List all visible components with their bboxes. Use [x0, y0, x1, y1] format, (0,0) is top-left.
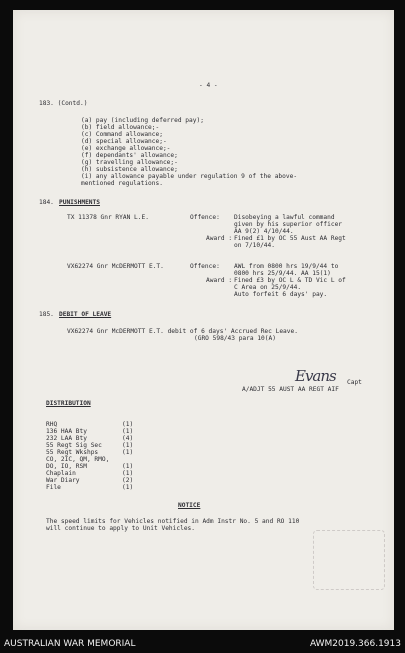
distribution-row: Chaplain — [46, 470, 76, 477]
notice-heading: NOTICE — [178, 502, 201, 509]
page-number: - 4 - — [199, 82, 218, 89]
signature-rank: Capt — [347, 379, 362, 386]
item-183-line: (g) travelling allowance;- — [81, 159, 178, 166]
award-text: Fined £1 by OC 55 Aust AA Regt — [234, 235, 346, 242]
punishment-soldier: TX 11378 Gnr RYAN L.E. — [67, 214, 149, 221]
distribution-row: 232 LAA Bty — [46, 435, 87, 442]
archive-footer — [0, 636, 405, 653]
item-185-heading: DEBIT OF LEAVE — [59, 311, 112, 318]
leave-debit-text: VX62274 Gnr McDERMOTT E.T. debit of 6 days' Accrued Rec Leave. — [67, 328, 298, 335]
distribution-row: 55 Regt Sig Sec — [46, 442, 102, 449]
footer-institution: AUSTRALIAN WAR MEMORIAL — [4, 639, 136, 649]
distribution-row: 136 HAA Bty — [46, 428, 87, 435]
item-183-line: (f) dependants' allowance; — [81, 152, 178, 159]
award-text: Auto forfeit 6 days' pay. — [234, 291, 328, 298]
item-183-line: mentioned regulations. — [81, 180, 163, 187]
document-page — [13, 10, 394, 630]
offence-text: 0800 hrs 25/9/44. AA 15(1) — [234, 270, 331, 277]
distribution-count: (4) — [122, 435, 134, 442]
signature-mark: Evans — [295, 367, 336, 385]
item-183-line: (e) exchange allowance;- — [81, 145, 171, 152]
item-183-line: (d) special allowance;- — [81, 138, 167, 145]
distribution-count: (1) — [122, 421, 134, 428]
distribution-row: File — [46, 484, 61, 491]
distribution-count: (1) — [122, 428, 134, 435]
distribution-row: CO, 2IC, QM, RMO, — [46, 456, 110, 463]
faded-stamp — [313, 530, 385, 590]
award-text: Fined £3 by OC L & TD Vic L of — [234, 277, 346, 284]
item-184-number: 184. — [39, 199, 54, 206]
award-label: Award : — [206, 277, 233, 284]
distribution-row: 55 Regt Wkshps — [46, 449, 99, 456]
offence-text: Disobeying a lawful command — [234, 214, 335, 221]
distribution-count: (1) — [122, 463, 134, 470]
item-183-line: (b) field allowance;- — [81, 124, 160, 131]
award-label: Award : — [206, 235, 233, 242]
footer-accession-number: AWM2019.366.1913 — [309, 639, 401, 649]
distribution-count: (1) — [122, 449, 134, 456]
item-183-line: (a) pay (including deferred pay); — [81, 117, 204, 124]
punishment-soldier: VX62274 Gnr McDERMOTT E.T. — [67, 263, 164, 270]
offence-text: AA 9(2) 4/10/44. — [234, 228, 294, 235]
item-184-heading: PUNISHMENTS — [59, 199, 100, 206]
item-185-number: 185. — [39, 311, 54, 318]
leave-debit-reference: (GRO 598/43 para 10(A) — [194, 335, 276, 342]
distribution-heading: DISTRIBUTION — [46, 400, 91, 407]
offence-label: Offence: — [190, 214, 220, 221]
distribution-count: (1) — [122, 484, 134, 491]
distribution-row: RHQ — [46, 421, 58, 428]
signature-block: A/ADJT 55 AUST AA REGT AIF — [242, 386, 339, 393]
distribution-row: DO, IO, RSM — [46, 463, 87, 470]
offence-label: Offence: — [190, 263, 220, 270]
item-183-heading: 183. (Contd.) — [39, 100, 88, 107]
distribution-row: War Diary — [46, 477, 80, 484]
item-183-line: (h) subsistence allowance; — [81, 166, 178, 173]
offence-text: AWL from 0800 hrs 19/9/44 to — [234, 263, 339, 270]
item-183-line: (i) any allowance payable under regulation 9 of the above- — [81, 173, 298, 180]
distribution-count: (2) — [122, 477, 134, 484]
item-183-line: (c) Command allowance; — [81, 131, 163, 138]
notice-text: will continue to apply to Unit Vehicles. — [46, 525, 196, 532]
notice-text: The speed limits for Vehicles notified in Adm Instr No. 5 and RO 110 — [46, 518, 300, 525]
distribution-count: (1) — [122, 470, 134, 477]
offence-text: given by his superior officer — [234, 221, 343, 228]
distribution-count: (1) — [122, 442, 134, 449]
award-text: C Area on 25/9/44. — [234, 284, 302, 291]
award-text: on 7/10/44. — [234, 242, 275, 249]
